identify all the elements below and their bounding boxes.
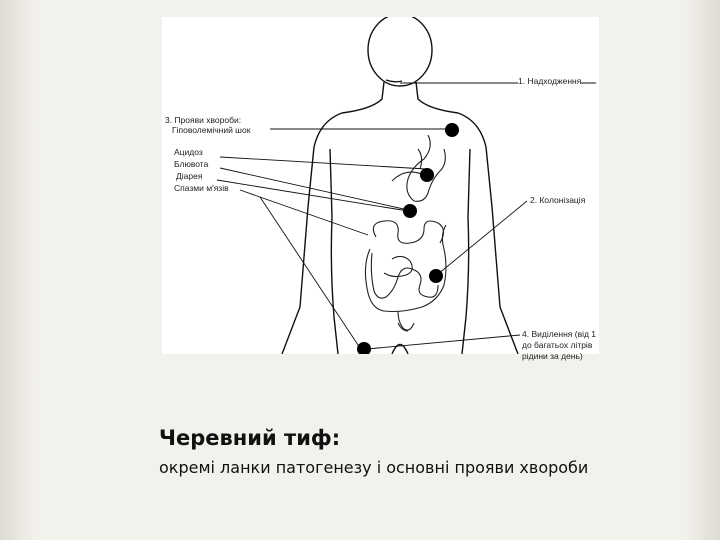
- slide-edge-right: [684, 0, 720, 540]
- slide-title: Черевний тиф:: [159, 426, 341, 450]
- dot-intestine: [403, 204, 417, 218]
- pointer-colonization: [432, 201, 527, 279]
- pointer-diarrhea: [217, 180, 408, 211]
- pointer-acidosis: [220, 157, 426, 169]
- slide-edge-left: [0, 0, 36, 540]
- slide-subtitle: окремі ланки патогенезу і основні прояви хвороби: [159, 458, 589, 477]
- digestive-tract: [365, 135, 446, 331]
- dot-excretion: [357, 342, 371, 354]
- pointer-excretion: [367, 335, 520, 349]
- label-vomiting: Блювота: [174, 159, 209, 169]
- label-cramps: Спазми м'язів: [174, 183, 229, 193]
- dot-entry: [445, 123, 459, 137]
- pointer-cramps-2: [260, 197, 362, 351]
- marker-dots: [357, 123, 459, 354]
- label-excretion-line1: 4. Виділення (від 1: [522, 329, 597, 339]
- dot-stomach: [420, 168, 434, 182]
- body-outline: [282, 17, 518, 354]
- label-symptoms-heading: 3. Прояви хвороби:: [165, 115, 242, 125]
- pointer-vomiting: [220, 168, 408, 210]
- dot-colonization: [429, 269, 443, 283]
- label-excretion-line2: до багатьох літрів: [522, 340, 593, 350]
- label-shock: Гіповолемічний шок: [172, 125, 251, 135]
- label-colonization: 2. Колонізація: [530, 195, 586, 205]
- label-entry: 1. Надходження: [518, 76, 582, 86]
- label-diarrhea: Діарея: [176, 171, 203, 181]
- pathogenesis-diagram: [162, 17, 599, 354]
- label-excretion-line3: рідини за день): [522, 351, 583, 361]
- label-acidosis: Ацидоз: [174, 147, 203, 157]
